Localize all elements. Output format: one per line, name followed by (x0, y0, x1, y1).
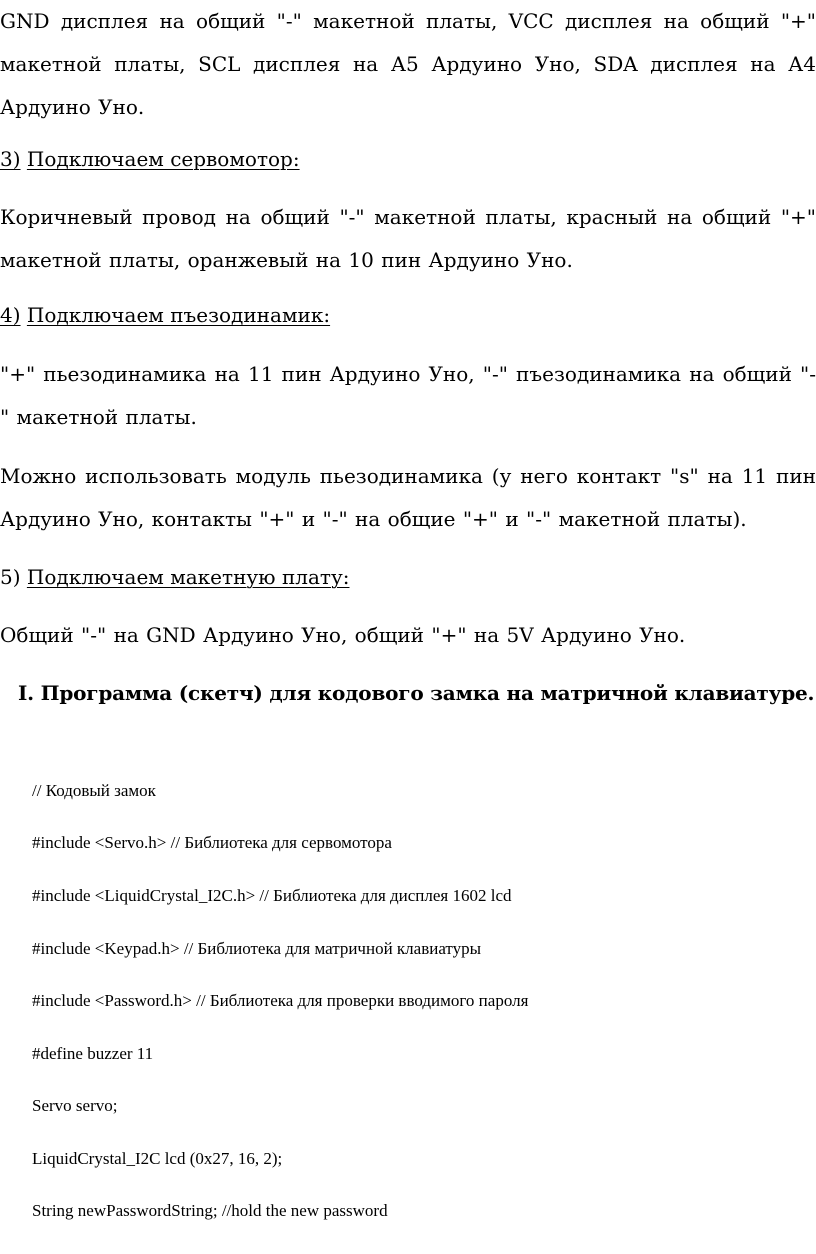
step-4-number: 4) (0, 303, 21, 327)
step-3-title: Подключаем сервомотор: (26, 147, 300, 171)
paragraph-display-wiring: GND дисплея на общий "-" макетной платы, VCC дисплея на общий "+" макетной платы, SCL дисплея на А5 Ардуино Уно, SDA дисплея на А4 Ардуино Уно. (0, 9, 816, 119)
code-line: #include <Servo.h> // Библиотека для сервомотора (32, 833, 392, 852)
code-line: LiquidCrystal_I2C lcd (0x27, 16, 2); (32, 1149, 283, 1168)
code-line: #include <LiquidCrystal_I2C.h> // Библиотека для дисплея 1602 lcd (32, 886, 512, 905)
step-4-heading (0, 300, 330, 330)
step-5-number: 5) (0, 565, 21, 589)
step-4-title: Подключаем пъезодинамик: (26, 303, 331, 327)
code-line: String newPasswordString; //hold the new password (32, 1201, 388, 1220)
step-5-heading (0, 562, 349, 592)
step-3-number: 3) (0, 147, 21, 171)
paragraph-breadboard-wiring: Общий "-" на GND Ардуино Уно, общий "+" на 5V Ардуино Уно. (0, 623, 686, 647)
code-line: // Кодовый замок (32, 781, 156, 800)
step-3-heading (0, 144, 300, 174)
section-title: I. Программа (скетч) для кодового замка на матричной клавиатуре. (18, 681, 815, 705)
code-line: #define buzzer 11 (32, 1044, 154, 1063)
code-line: #include <Keypad.h> // Библиотека для матричной клавиатуры (32, 939, 482, 958)
paragraph-piezo-module: Можно использовать модуль пьезодинамика (у него контакт "s" на 11 пин Ардуино Уно, контакты "+" и "-" на общие "+" и "-" макетной платы). (0, 464, 816, 531)
code-line: Servo servo; (32, 1096, 118, 1115)
paragraph-servo-wiring: Коричневый провод на общий "-" макетной платы, красный на общий "+" макетной платы, оранжевый на 10 пин Ардуино Уно. (0, 205, 816, 272)
step-5-title: Подключаем макетную плату: (26, 565, 350, 589)
paragraph-piezo-wiring: "+" пьезодинамика на 11 пин Ардуино Уно, "-" пъезодинамика на общий "-" макетной платы. (0, 362, 816, 429)
code-line: #include <Password.h> // Библиотека для проверки вводимого пароля (32, 991, 529, 1010)
